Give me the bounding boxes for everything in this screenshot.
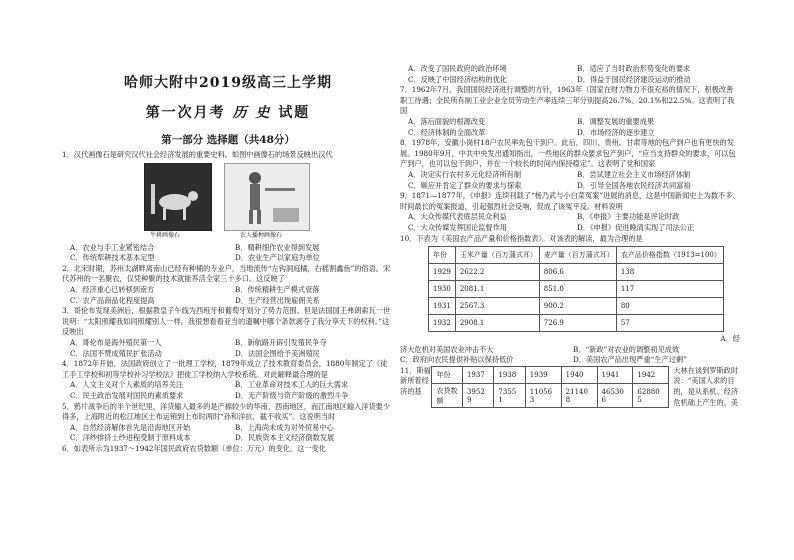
q10-options xyxy=(400,345,740,366)
q7-stem: 7．1962年7月，我国国民经济进行调整的方针，1963年（国家在财力物力不很充裕的情况下，积极改善职工待遇；全民所有制工业企业全员劳动生产率连续三年分别提高26.7%、20.1%和22.5%。这表明了我国 xyxy=(400,85,735,116)
table-row xyxy=(429,281,724,298)
q7-option-b[interactable]: B．调整发展的重要成果 xyxy=(577,116,655,126)
table-cell: 1930 xyxy=(429,281,456,298)
q10-option-c[interactable]: C．政府向农民提供补贴以保持低价 xyxy=(400,355,514,365)
q8-option-a[interactable]: A．决定实行农村多元化经济所有制 xyxy=(408,169,522,179)
table-header-cell: 1939 xyxy=(525,366,561,384)
table-header-row xyxy=(429,247,724,264)
q7-option-d[interactable]: D．市场经济的逐步建立 xyxy=(577,127,655,137)
table-cell: 806.6 xyxy=(539,264,616,281)
q7-option-c[interactable]: C．经济体制的全面改革 xyxy=(408,127,486,137)
q5-option-b[interactable]: B．上海尚未成为对外贸易中心 xyxy=(235,422,334,432)
q4-option-b[interactable]: B．工业革命对技术工人的巨大需求 xyxy=(235,380,349,390)
table-header-cell: 1937 xyxy=(462,366,493,384)
q6-option-b[interactable]: B．适应了当时政治形势变化的要求 xyxy=(577,64,691,73)
question-5 xyxy=(62,402,394,444)
exam-title-line2 xyxy=(62,102,394,122)
q5-option-c[interactable]: C．洋纱排挤土纱进程受制于原料成本 xyxy=(70,433,191,443)
q8-option-d[interactable]: D．引导全国各地农民经济共同富裕 xyxy=(577,180,691,190)
q9-option-c[interactable]: C．大众传媒发挥国论监督作用 xyxy=(408,222,507,232)
question-4 xyxy=(62,359,394,401)
table-header-cell: 麦产量（百万蒲式耳） xyxy=(539,247,616,264)
q10-option-d[interactable]: D．美国农产品出现严重“生产过剩” xyxy=(573,355,687,365)
table-header-cell: 农产品价格指数（1913=100） xyxy=(616,247,723,264)
question-9 xyxy=(400,191,740,233)
question-6 xyxy=(62,444,394,455)
question-2 xyxy=(62,264,394,306)
q5-option-a[interactable]: A．自然经济解体首先是沿海地区开始 xyxy=(70,422,191,432)
table-header-cell: 玉米产量（百万蒲式耳） xyxy=(455,247,539,264)
q10-table xyxy=(428,246,724,332)
table-cell: 46530 6 xyxy=(597,384,633,408)
q6-option-a[interactable]: A．改变了国民政府的政治环境 xyxy=(408,64,507,73)
q2-option-c[interactable]: C．农产品商品化程度提高 xyxy=(70,295,155,305)
section-heading: 第一部分 选择题（共48分） xyxy=(161,134,295,146)
q9-stem: 9．1871—1877年，《申报》连续刊载了“杨乃武与小白菜冤案”进展的消息，这是中国新闻史上为数不多、时间最长的冤案报道，引起强烈社会反响，促成了该冤平反。材料说明 xyxy=(400,191,740,211)
q2-option-d[interactable]: D．生产经营出现雇佣关系 xyxy=(235,295,320,305)
table-cell: 1929 xyxy=(429,264,456,281)
q1-figure xyxy=(144,163,308,241)
q1-option-a[interactable]: A．农业与手工业紧密结合 xyxy=(70,242,155,252)
table-header-cell: 1938 xyxy=(494,366,525,384)
table-cell: 1931 xyxy=(429,298,456,315)
q3-option-a[interactable]: A．哥伦布是海外殖民第一人 xyxy=(70,337,162,347)
table-cell: 80 xyxy=(616,298,723,315)
q8-stem: 8．1978年，安徽小岗村18户农民率先包干到户。此后，四川、贵州、甘肃等地的包产到户也有更快的发展。1980年9月，中共中央发出通知指出，一些地区的群众要求包产到户，“应当支持群众的要求，可以包产到户，也可以包干到户，并在一个较长的时间内保持稳定”。这表明了党和国家 xyxy=(400,138,736,169)
left-column xyxy=(62,64,394,454)
q9-option-d[interactable]: D．《申报》促进晚清实现了司法公正 xyxy=(577,222,695,232)
q7-option-a[interactable]: A．落后面貌的根源改变 xyxy=(408,116,486,126)
q9-options xyxy=(400,212,740,233)
question-10 xyxy=(400,234,740,366)
q11-right-text: 大林在谈到罗斯政时说：“美国人求的目的，是从系机、经济危机础上产生的。美 xyxy=(673,365,739,407)
q1-option-c[interactable]: C．传统犁耕技术基本定型 xyxy=(70,253,155,263)
question-11 xyxy=(400,366,740,408)
question-1 xyxy=(62,150,394,264)
q4-option-c[interactable]: C．民主政治发展对国民的素质要求 xyxy=(70,390,184,400)
title-subject: 历 史 xyxy=(232,105,272,121)
table-cell: 3952 9 xyxy=(462,384,493,408)
ox-plough-relief-image xyxy=(144,163,212,231)
table-cell: 851.0 xyxy=(539,281,616,298)
table-header-cell: 1942 xyxy=(633,366,669,384)
fig-caption-left: 牛耕画像石 xyxy=(150,231,181,239)
q1-stem: 1．汉代画像石是研究汉代社会经济发展的重要史料。如图中画像石的场景反映出汉代 xyxy=(62,150,333,159)
q6-options-block xyxy=(400,64,740,85)
question-3 xyxy=(62,306,394,359)
question-7 xyxy=(400,85,740,138)
table-cell: 2908.1 xyxy=(455,315,539,332)
q3-option-d[interactable]: D．法国企图给予美洲殖民 xyxy=(235,348,320,358)
table-cell: 11056 3 xyxy=(525,384,561,408)
q5-stem: 5．鸦片战争后的半个世纪里，洋货输入最多的是产棉较少的华南、西南地区，而江南地区输入洋货要少得多，上海附近的松江地区土布运销到上布时两时“孙和洋抗，截不收买”。这说明当时 xyxy=(62,401,391,422)
table-header-row xyxy=(432,366,669,384)
table-cell: 21140 8 xyxy=(561,384,597,408)
table-cell: 农贷数额 xyxy=(432,384,462,408)
table-cell: 117 xyxy=(616,281,723,298)
q10-stem: 10．下表为《美国农产品产量和价格指数表》。对该表的解读，最为合理的是 xyxy=(400,233,643,243)
exam-title-line1: 哈师大附中2019级高三上学期 xyxy=(124,75,332,91)
table-cell: 900.2 xyxy=(539,298,616,315)
q8-option-c[interactable]: C．顺应并肯定了群众的要求与探索 xyxy=(408,180,522,190)
q10-option-b[interactable]: B．“新政”对农业的调整初见成效 xyxy=(573,344,680,354)
right-column xyxy=(400,64,740,408)
q4-options xyxy=(62,380,394,401)
q3-options xyxy=(62,338,394,359)
q6-option-d[interactable]: D．得益于国民经济建设运动的推动 xyxy=(577,74,691,84)
q11-left-text: 11．斯福新所着经济的基 xyxy=(400,365,431,397)
q9-option-b[interactable]: B．《申报》主要功能是评论时政 xyxy=(577,212,680,222)
title-post: 试题 xyxy=(278,105,311,121)
fig-caption-right: 农人播种画像石 xyxy=(240,231,283,239)
table-cell: 2567.3 xyxy=(455,298,539,315)
table-cell: 138 xyxy=(616,264,723,281)
q2-stem: 2．北宋时期，苏州太湖畔离南山已经有种桶的专业户，当地流传“左钩洞庭橘，右摇割鑫鱼”的俗语。宋代苏州的一名聚农，仅凭种聚的技术就能养活全家三十多口。这反映了 xyxy=(62,263,391,284)
q10-option-a[interactable]: 济大危机对美国农业冲击不大 xyxy=(400,344,494,354)
q1-option-b[interactable]: B．精耕细作农业得到发展 xyxy=(235,242,320,252)
q6-options xyxy=(400,64,740,85)
q6-option-c[interactable]: C．反映了中国经济结构的优化 xyxy=(408,74,507,84)
table-row xyxy=(429,298,724,315)
q7-options xyxy=(400,117,740,138)
table-cell: 1932 xyxy=(429,315,456,332)
q4-option-d[interactable]: D．无产阶级与资产阶级的激烈斗争 xyxy=(235,390,349,400)
table-row xyxy=(432,384,669,408)
q5-options xyxy=(62,423,394,444)
q8-option-b[interactable]: B．尝试建立社会主义市场经济体制 xyxy=(577,169,691,179)
table-cell: 2622.2 xyxy=(455,264,539,281)
table-header-cell: 1941 xyxy=(597,366,633,384)
table-row xyxy=(429,264,724,281)
q2-options xyxy=(62,285,394,306)
q3-stem: 3．哥伦布发现美洲后，根据教皇子午线为西班牙和葡萄牙划分了势力范围。但是法国国王弗朗索瓦一世说明：“太阳照耀我如同照耀别人一样，我很想看看亚当的遗嘱中哪个条款剥夺了我分享天下的权利。”这反映出 xyxy=(62,306,391,337)
title-pre: 第一次月考 xyxy=(145,105,226,121)
table-header-cell: 1940 xyxy=(561,366,597,384)
q3-option-c[interactable]: C．法国不赞成殖民扩张活动 xyxy=(70,348,162,358)
q10-tail: A．经 xyxy=(720,334,740,344)
q9-option-a[interactable]: A．大众传媒代表底层民众利益 xyxy=(408,212,507,222)
table-header-cell: 年份 xyxy=(429,247,456,264)
q2-option-a[interactable]: A．经济重心已转移到南方 xyxy=(70,284,155,294)
q11-loan-table xyxy=(431,366,669,408)
q1-options xyxy=(62,243,394,264)
q4-option-a[interactable]: A．人文主义对个人素质的培养关注 xyxy=(70,380,184,390)
table-cell: 62880 5 xyxy=(633,384,669,408)
table-header-cell: 年份 xyxy=(432,366,462,384)
q4-stem: 4．1872年开始，法国政府创立了一批理工学校，1879年成立了技术教育委员会，1880年制定了《徒工手工学校和初等学校补习学校法》把徒工学校纳入学校系统。对此解释最合理的是 xyxy=(62,359,388,379)
q6-stem: 6．如表所示为1937～1942年国民政府农贷数额（单位：万元）的变化。这一变化 xyxy=(62,443,326,453)
q2-option-b[interactable]: B．传统精耕生产模式衰落 xyxy=(235,284,320,294)
table-cell: 7355 1 xyxy=(494,384,525,408)
q1-option-d[interactable]: D．农业生产以家庭为单位 xyxy=(235,253,320,263)
q5-option-d[interactable]: D．民族资本主义经济倒数发展 xyxy=(235,433,335,443)
q3-option-b[interactable]: B．新航路开辟引发殖民争夺 xyxy=(235,337,327,347)
table-cell: 726.9 xyxy=(539,315,616,332)
table-row xyxy=(429,315,724,332)
table-cell: 2081.1 xyxy=(455,281,539,298)
table-cell: 57 xyxy=(616,315,723,332)
question-8 xyxy=(400,138,740,191)
q8-options xyxy=(400,170,740,191)
farmer-sowing-relief-image xyxy=(224,163,310,231)
